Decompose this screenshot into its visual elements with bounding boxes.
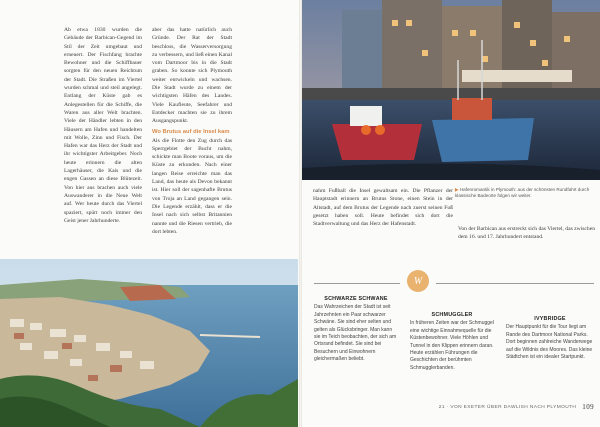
- infobox-text-2: In früheren Zeiten war der Schmuggel eine wichtige Einnahmequelle für die Küstenbewohner. Viele Höhlen und Tunnel in den Klippen erinnern daran. Heute erzählen Führungen die Geschichten der berühmten Schmugglerbanden.: [410, 320, 494, 371]
- text-column-4: [458, 225, 595, 255]
- infobox-text-1: Das Wahrzeichen der Stadt ist seit Jahrzehnten ein Paar schwarzer Schwäne. Sie sind eher selten und gelten als Glücksbringer. Man kann sie im Teich beobachten, der sich am Ortsrand befindet. Sie sind bei Besuchern und Einwohnern gleichermaßen beliebt.: [314, 304, 397, 363]
- page-footer: [439, 403, 594, 411]
- infobox-rule-left: [314, 283, 400, 284]
- infobox-heading-3: IVYBRIDGE: [534, 316, 566, 322]
- section-subheading: Wo Brutus auf die Insel kam: [152, 128, 230, 135]
- infobox-text-3: Der Hauptpunkt für die Tour liegt am Rande des Dartmoor National Parks. Dort beginnen zahlreiche Wanderwege auf die Wildnis des Moores. Das kleine Städtchen ist ein idealer Startpunkt.: [506, 324, 593, 361]
- infobox-badge: W: [407, 270, 429, 292]
- footer-label: 21 · VON EXETER ÜBER DAWLISH NACH PLYMOUTH: [438, 404, 577, 410]
- infobox-column-2: [410, 300, 494, 400]
- infobox-rule-right: [436, 283, 594, 284]
- coastal-town-photo: [0, 259, 298, 427]
- column-3-text: nahm Fußball die Insel gewaltsam ein. Die Pflanzer der Hauptstadt erinnern an Brutus Stone, einen Stein in der Altstadt, auf dem Brutus der Legende nach zuerst seinen Fuß gesetzt haben soll. Heute befindet sich dort die Stadtverwaltung und das Herz der Hafenstadt.: [313, 188, 453, 228]
- column-4-text: Von der Barbican aus erstreckt sich das Viertel, das zwischen dem 16. und 17. Jahrhundert entstand.: [458, 226, 595, 241]
- caption-text: Hafenromantik in Plymouth: aus der schönsten Rundfahrt durch klassische Badeorte folgen wir weiter.: [455, 187, 590, 198]
- column-1-text: Ab etwa 1830 wurden die Gebäude der Barbican-Gegend im Stil der Zeit umgebaut und erneuert. Der Fischfang brachte Bewohner und die Schiffbauer sorgten für den neuen Reichtum der Stadt. Die Straßen im Viertel wurden schmal und steil angelegt. Entlang der Küste gab es Anlegestellen für die Schiffe, die Waren aus aller Welt brachten. Viele der Händler lebten in den Häusern am Hafen und handelten mit Wolle, Zinn und Fisch. Der Hafen war das Herz der Stadt und ihr wichtigster Arbeitgeber. Noch heute erinnern die alten Lagerhäuser, die Kais und die engen Gassen an diese Blütezeit. Von hier aus brachen auch viele Auswanderer in die Neue Welt auf. Wer heute durch das Viertel spaziert, spürt noch immer den Geist jener Jahrhunderte.: [64, 27, 142, 224]
- page-number: 109: [582, 403, 594, 411]
- caption-arrow-icon: ▶: [455, 187, 460, 192]
- column-2-top-text: aber das hatte natürlich auch Gründe. Der Rat der Stadt beschloss, die Wasserversorgung zu verbessern, und ließ einen Kanal vom Dartmoor bis in die Stadt graben. So konnte sich Plymouth weiter entwickeln und wachsen. Die Stadt wurde zu einem der wichtigsten Häfen des Landes. Viele Kaufleute, Seefahrer und Entdecker machten sie zu ihrem Ausgangspunkt.: [152, 27, 232, 125]
- text-column-2: [152, 26, 232, 256]
- text-column-3: [313, 187, 453, 257]
- infobox-heading-1: SCHWARZE SCHWÄNE: [324, 296, 388, 302]
- photo-caption: [455, 187, 595, 199]
- column-2-bottom-text: Als die Flotte den Zug durch das Sperrgebiet der Bucht nahm, schickte man Boote voraus, um die Küste zu erkunden. Nach einer langen Reise erreichte man das Land, das heute als Devon bekannt ist. Hier soll der sagenhafte Brutus von Troja an Land gegangen sein. Die Legende erzählt, dass er die Insel nach sich selbst Britannien nannte und die Riesen vertrieb, die dort lebten.: [152, 137, 232, 235]
- infobox-column-1: [314, 296, 398, 396]
- infobox-column-3: [506, 296, 594, 396]
- infobox-heading-2: SCHMUGGLER: [431, 312, 473, 318]
- harbour-photo: [302, 0, 600, 180]
- text-column-1: [64, 26, 142, 256]
